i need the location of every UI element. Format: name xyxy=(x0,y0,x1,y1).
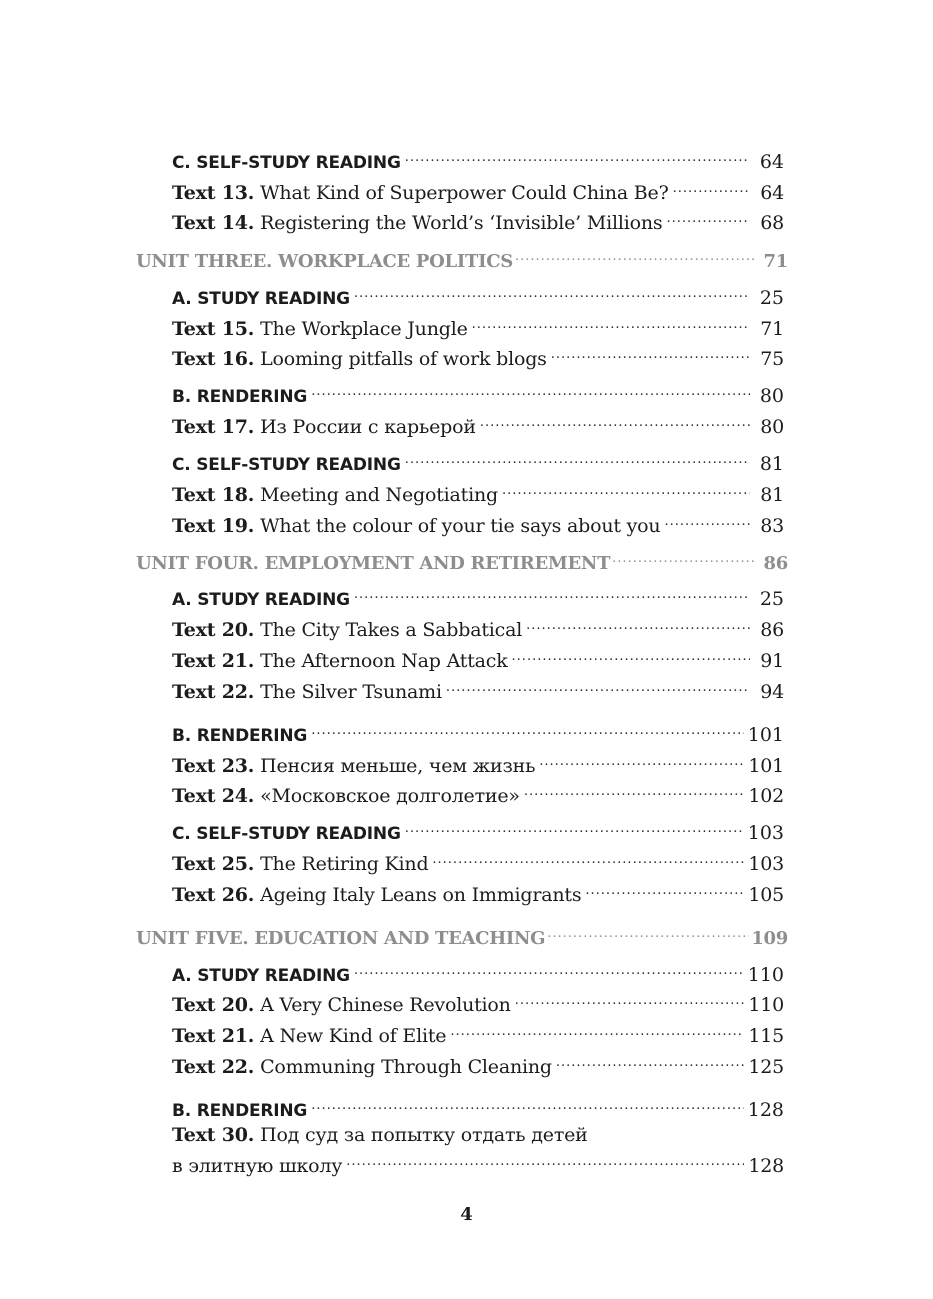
section-label: B. RENDERING xyxy=(172,387,308,407)
page-ref: 81 xyxy=(759,453,784,475)
page-ref: 64 xyxy=(759,151,784,173)
text-title: A New Kind of Elite xyxy=(260,1025,447,1047)
page-ref: 86 xyxy=(760,619,784,641)
toc-entry[interactable] xyxy=(172,778,784,807)
page-ref: 80 xyxy=(760,416,784,438)
toc-entry[interactable] xyxy=(172,674,784,703)
text-number: Text 15. xyxy=(172,318,255,340)
dot-leader xyxy=(612,545,756,569)
section-heading[interactable] xyxy=(172,378,784,407)
toc-entry[interactable] xyxy=(172,205,784,234)
section-label: A. STUDY READING xyxy=(172,966,350,986)
section-heading[interactable] xyxy=(172,1092,784,1121)
section-label: A. STUDY READING xyxy=(172,590,350,610)
dot-leader xyxy=(354,957,744,981)
toc-entry[interactable] xyxy=(172,409,784,438)
dot-leader xyxy=(354,280,750,304)
text-title: Registering the World’s ‘Invisible’ Millions xyxy=(260,212,663,234)
page-ref: 71 xyxy=(763,251,788,272)
text-number: Text 25. xyxy=(172,853,255,875)
text-title: The City Takes a Sabbatical xyxy=(260,619,523,641)
page-ref: 102 xyxy=(748,785,784,807)
page-ref: 105 xyxy=(748,884,784,906)
toc-entry[interactable] xyxy=(172,1123,784,1177)
section-label: C. SELF-STUDY READING xyxy=(172,455,401,475)
dot-leader xyxy=(515,987,745,1011)
text-title: The Silver Tsunami xyxy=(260,681,442,703)
page-ref: 101 xyxy=(748,755,784,777)
page-ref: 125 xyxy=(748,1056,784,1078)
page-ref: 75 xyxy=(760,348,784,370)
toc-entry[interactable] xyxy=(172,612,784,641)
page-ref: 128 xyxy=(748,1155,784,1177)
unit-label: UNIT FIVE. EDUCATION AND TEACHING xyxy=(136,928,546,949)
toc-entry[interactable] xyxy=(172,877,784,906)
text-number: Text 26. xyxy=(172,884,255,906)
text-title: A Very Chinese Revolution xyxy=(260,994,511,1016)
unit-heading[interactable] xyxy=(136,243,788,272)
unit-heading[interactable] xyxy=(136,920,788,949)
toc-entry[interactable] xyxy=(172,477,784,506)
section-label: C. SELF-STUDY READING xyxy=(172,153,401,173)
section-heading[interactable] xyxy=(172,957,784,986)
text-number: Text 16. xyxy=(172,348,255,370)
text-title: Communing Through Cleaning xyxy=(260,1056,552,1078)
text-title: Looming pitfalls of work blogs xyxy=(260,348,547,370)
page-ref: 103 xyxy=(747,822,784,844)
toc-entry[interactable] xyxy=(172,175,784,204)
dot-leader xyxy=(515,243,756,267)
toc-entry[interactable] xyxy=(172,987,784,1016)
dot-leader xyxy=(432,846,744,870)
text-title: Пенсия меньше, чем жизнь xyxy=(260,755,536,777)
toc-entry[interactable] xyxy=(172,341,784,370)
page-number: 4 xyxy=(460,1204,473,1225)
dot-leader xyxy=(311,378,750,402)
toc-entry[interactable] xyxy=(172,508,784,537)
page-ref: 80 xyxy=(759,385,784,407)
page-ref: 94 xyxy=(760,681,784,703)
page-ref: 64 xyxy=(760,182,784,204)
text-number: Text 17. xyxy=(172,416,255,438)
dot-leader xyxy=(405,446,750,470)
text-number: Text 13. xyxy=(172,182,255,204)
page-ref: 25 xyxy=(759,287,784,309)
page-ref: 110 xyxy=(747,964,784,986)
section-label: B. RENDERING xyxy=(172,726,308,746)
text-number: Text 14. xyxy=(172,212,255,234)
toc-entry[interactable] xyxy=(172,1049,784,1078)
section-label: B. RENDERING xyxy=(172,1101,308,1121)
text-number: Text 22. xyxy=(172,681,255,703)
text-title: Из России с карьерой xyxy=(260,416,476,438)
text-number: Text 19. xyxy=(172,515,255,537)
text-title: Под суд за попытку отдать детей xyxy=(260,1124,588,1146)
unit-heading[interactable] xyxy=(136,545,788,574)
dot-leader xyxy=(539,748,744,772)
page-ref: 83 xyxy=(760,515,784,537)
dot-leader xyxy=(666,205,750,229)
page-ref: 101 xyxy=(747,724,784,746)
section-heading[interactable] xyxy=(172,446,784,475)
dot-leader xyxy=(472,311,750,335)
dot-leader xyxy=(551,341,750,365)
text-title: What Kind of Superpower Could China Be? xyxy=(260,182,669,204)
section-heading[interactable] xyxy=(172,144,784,173)
dot-leader xyxy=(673,175,750,199)
text-number: Text 30. xyxy=(172,1124,255,1146)
dot-leader xyxy=(446,674,750,698)
page-ref: 110 xyxy=(748,994,784,1016)
text-title: The Workplace Jungle xyxy=(260,318,468,340)
text-title: Meeting and Negotiating xyxy=(260,484,498,506)
text-title: «Московское долголетие» xyxy=(260,785,520,807)
dot-leader xyxy=(480,409,750,433)
page-ref: 91 xyxy=(760,650,784,672)
dot-leader xyxy=(524,778,744,802)
page-ref: 68 xyxy=(760,212,784,234)
unit-label: UNIT THREE. WORKPLACE POLITICS xyxy=(136,251,513,272)
toc-entry[interactable] xyxy=(172,748,784,777)
section-heading[interactable] xyxy=(172,815,784,844)
dot-leader xyxy=(405,144,750,168)
unit-label: UNIT FOUR. EMPLOYMENT AND RETIREMENT xyxy=(136,553,611,574)
toc-entry[interactable] xyxy=(172,311,784,340)
section-heading[interactable] xyxy=(172,717,784,746)
text-number: Text 22. xyxy=(172,1056,255,1078)
text-title: The Afternoon Nap Attack xyxy=(260,650,508,672)
section-heading[interactable] xyxy=(172,581,784,610)
page-ref: 81 xyxy=(760,484,784,506)
section-label: C. SELF-STUDY READING xyxy=(172,824,401,844)
text-number: Text 20. xyxy=(172,619,255,641)
toc-entry[interactable] xyxy=(172,643,784,672)
text-title-continued: в элитную школу xyxy=(172,1155,343,1177)
dot-leader xyxy=(585,877,744,901)
dot-leader xyxy=(512,643,750,667)
text-number: Text 20. xyxy=(172,994,255,1016)
dot-leader xyxy=(354,581,750,605)
text-number: Text 18. xyxy=(172,484,255,506)
dot-leader xyxy=(547,920,749,944)
dot-leader xyxy=(405,815,744,839)
page-ref: 25 xyxy=(759,588,784,610)
text-number: Text 24. xyxy=(172,785,255,807)
text-number: Text 23. xyxy=(172,755,255,777)
page-ref: 103 xyxy=(748,853,784,875)
dot-leader xyxy=(450,1018,744,1042)
dot-leader xyxy=(346,1148,744,1172)
text-title: What the colour of your tie says about you xyxy=(260,515,661,537)
section-heading[interactable] xyxy=(172,280,784,309)
page-ref: 109 xyxy=(751,928,788,949)
dot-leader xyxy=(556,1049,744,1073)
text-title: Ageing Italy Leans on Immigrants xyxy=(260,884,582,906)
dot-leader xyxy=(311,717,744,741)
page-ref: 115 xyxy=(748,1025,784,1047)
dot-leader xyxy=(502,477,750,501)
text-number: Text 21. xyxy=(172,1025,255,1047)
dot-leader xyxy=(311,1092,744,1116)
page-ref: 86 xyxy=(763,553,788,574)
dot-leader xyxy=(664,508,750,532)
text-title: The Retiring Kind xyxy=(260,853,429,875)
dot-leader xyxy=(526,612,750,636)
section-label: A. STUDY READING xyxy=(172,289,350,309)
toc-entry[interactable] xyxy=(172,846,784,875)
text-number: Text 21. xyxy=(172,650,255,672)
page-ref: 128 xyxy=(747,1099,784,1121)
page-ref: 71 xyxy=(760,318,784,340)
toc-entry[interactable] xyxy=(172,1018,784,1047)
